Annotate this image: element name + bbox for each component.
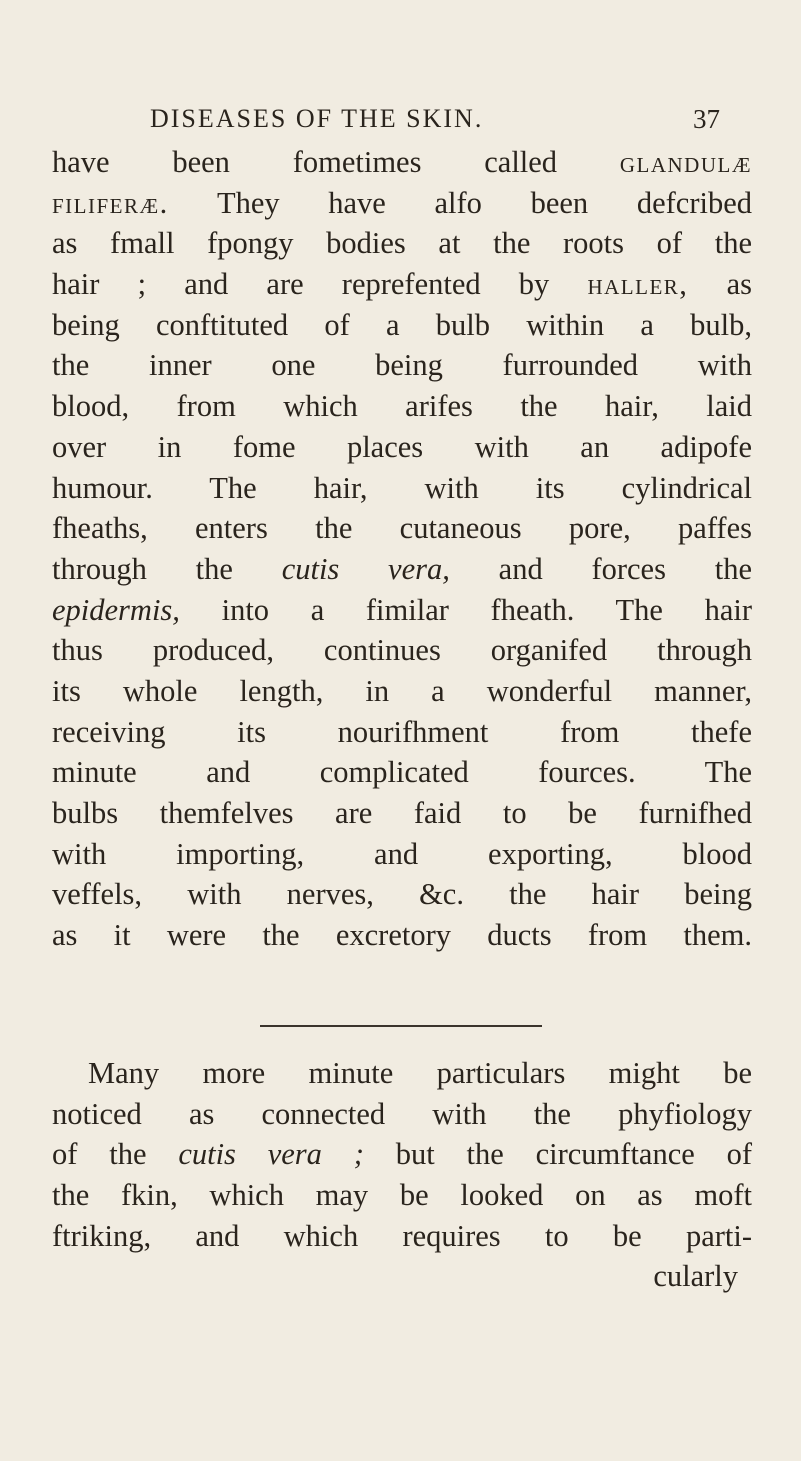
text-line: blood, from which arifes the hair, laid [52, 389, 752, 424]
text-line: as it were the excretory ducts from them. [52, 918, 752, 953]
small-caps-name: haller, [587, 267, 689, 302]
text-run: of the [52, 1137, 147, 1172]
text-line [52, 1134, 752, 1175]
text-line [52, 142, 752, 183]
text-line: Many more minute particulars might be [88, 1056, 752, 1090]
text-line: humour. The hair, with its cylindrical [52, 470, 752, 505]
text-run: They have alfo been defcribed [216, 185, 752, 220]
text-line: bulbs themfelves are faid to be furnifhed [52, 796, 752, 830]
text-line [52, 590, 752, 631]
text-line: the fkin, which may be looked on as moft [52, 1178, 752, 1213]
small-caps-term: glandulæ [619, 145, 752, 179]
page-number: 37 [693, 104, 720, 134]
italic-term: epidermis, [52, 592, 180, 627]
text-run: as [726, 267, 753, 302]
small-caps-term: filiferæ. [52, 185, 169, 220]
italic-term: cutis vera, [281, 551, 450, 586]
text-line: minute and complicated fources. The [52, 755, 752, 790]
text-line: veffels, with nerves, &c. the hair being [52, 877, 752, 912]
text-line [52, 264, 752, 305]
text-line [52, 183, 752, 224]
text-line: fheaths, enters the cutaneous pore, paffes [52, 511, 752, 546]
text-line: being conftituted of a bulb within a bulb, [52, 307, 752, 342]
text-line: the inner one being furrounded with [52, 348, 752, 383]
text-run: but the circumftance of [395, 1137, 752, 1172]
paragraph-1 [52, 142, 752, 956]
text-line: thus produced, continues organifed through [52, 633, 752, 668]
text-run: and forces the [498, 551, 752, 586]
section-divider [260, 1025, 542, 1027]
text-line: its whole length, in a wonderful manner, [52, 673, 752, 708]
text-run: have been fometimes called [52, 145, 558, 179]
text-line: noticed as connected with the phyfiology [52, 1096, 752, 1131]
text-line: over in fome places with an adipofe [52, 429, 752, 464]
text-line: receiving its nourifhment from thefe [52, 714, 752, 749]
page-header [0, 104, 801, 144]
text-line: as fmall fpongy bodies at the roots of the [52, 226, 752, 261]
italic-term: cutis vera ; [178, 1137, 364, 1172]
text-line: with importing, and exporting, blood [52, 836, 752, 871]
catchword: cularly [653, 1259, 738, 1294]
paragraph-2 [52, 1053, 752, 1297]
text-run: through the [52, 551, 233, 586]
text-line [52, 549, 752, 590]
text-run: into a fimilar fheath. The hair [221, 592, 752, 627]
text-run: hair ; and are reprefented by [52, 267, 550, 302]
running-head: DISEASES OF THE SKIN. [150, 104, 484, 133]
text-line: ftriking, and which requires to be parti- [52, 1218, 752, 1253]
